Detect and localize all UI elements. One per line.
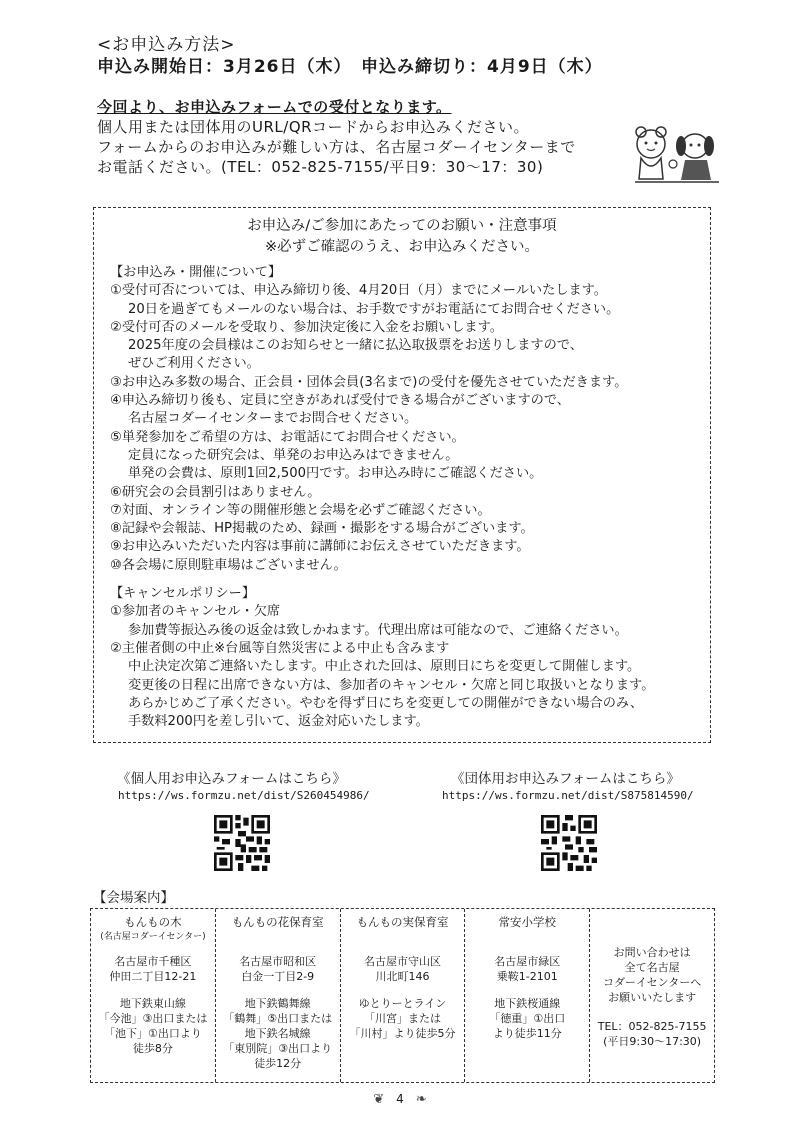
- section-heading-cancel: 【キャンセルポリシー】: [110, 586, 256, 602]
- venue-address-line: 名古屋市守山区: [363, 955, 441, 968]
- leaf-ornament-icon: ❦: [373, 1092, 385, 1107]
- note-10: ⑩各会場に原則駐車場はございません。: [110, 557, 347, 573]
- venue-address-line: 名古屋市千種区: [114, 955, 192, 968]
- mascot-illustration: [633, 124, 721, 186]
- section-heading-application: 【お申込み・開催について】: [110, 265, 282, 280]
- venue-access-line: 徒歩12分: [254, 1057, 302, 1070]
- note-9: ⑨お申込みいただいた内容は事前に講師にお伝えさせていただきます。: [110, 539, 530, 555]
- intro-line-2: 個人用または団体用のURL/QRコードからお申込みください。: [97, 118, 530, 136]
- venue-access: [216, 996, 340, 1071]
- venue-access-line: 「今池」③出口または: [98, 1012, 208, 1025]
- notes-title: [94, 216, 710, 258]
- venue-address-line: 名古屋市昭和区: [239, 955, 317, 968]
- intro-line-3: フォームからのお申込みが難しい方は、名古屋コダーイセンターまで: [97, 138, 576, 156]
- venue-access-line: より徒歩11分: [492, 1027, 562, 1040]
- individual-form-url[interactable]: https://ws.formzu.net/dist/S260454986/: [118, 789, 370, 802]
- contact-line: お願いいたします: [608, 991, 697, 1004]
- venue-monmono-hana: [216, 909, 341, 1082]
- venue-address: [91, 954, 215, 984]
- group-form-label: 《団体用お申込みフォームはこちら》: [451, 771, 680, 787]
- venue-access-line: ゆとりーとライン: [358, 997, 447, 1010]
- contact-hours: (平日9:30～17:30): [603, 1035, 702, 1048]
- venue-access: [341, 996, 465, 1041]
- venue-access-line: 徒歩8分: [132, 1042, 173, 1055]
- note-5-detail-a: 定員になった研究会は、単発のお申込みはできません。: [128, 447, 459, 463]
- venue-joan-school: [465, 909, 590, 1082]
- venue-address-line: 乗鞍1-2101: [496, 970, 558, 983]
- note-1: ①受付可否については、申込み締切り後、4月20日（月）までにメールいたします。: [110, 283, 607, 299]
- cancel-2: ②主催者側の中止※台風等自然災害による中止も含みます: [110, 640, 450, 656]
- venue-subname: (名古屋コダーイセンター): [100, 932, 206, 942]
- intro-line-4: お電話ください。(TEL：052-825-7155/平日9：30～17：30): [97, 158, 544, 176]
- venue-contact: [590, 909, 714, 1082]
- contact-line: コダーイセンターへ: [602, 976, 702, 989]
- individual-form-label: 《個人用お申込みフォームはこちら》: [117, 771, 346, 787]
- cancel-2-detail-d: 手数料200円を差し引いて、返金対応いたします。: [128, 714, 429, 730]
- venue-access-line: 「川村」より徒歩5分: [349, 1027, 456, 1040]
- venue-address-line: 名古屋市緑区: [494, 955, 561, 968]
- cancel-1: ①参加者のキャンセル・欠席: [110, 604, 281, 620]
- method-title: <お申込み方法>: [97, 35, 236, 55]
- venues-table: [90, 908, 715, 1083]
- group-form-url[interactable]: https://ws.formzu.net/dist/S875814590/: [442, 789, 694, 802]
- venue-address: [341, 954, 465, 984]
- notes-box: [93, 207, 711, 743]
- venue-access-line: 「池下」①出口より: [103, 1027, 202, 1040]
- venue-name: もんもの実保育室: [356, 915, 449, 929]
- note-7: ⑦対面、オンライン等の開催形態と会場を必ずご確認ください。: [110, 502, 491, 518]
- cancel-2-detail-c: あらかじめご了承ください。やむを得ず日にちを変更しての開催ができない場合のみ、: [128, 695, 644, 711]
- leaf-ornament-icon: ❧: [415, 1092, 427, 1107]
- note-4: ④申込み締切り後も、定員に空きがあれば受付できる場合がございますので、: [110, 393, 570, 409]
- venue-access-line: 「徳重」①出口: [489, 1012, 566, 1025]
- note-2-detail-b: ぜひご利用ください。: [128, 356, 260, 372]
- cancel-1-detail: 参加費等振込み後の返金は致しかねます。代理出席は可能なので、ご連絡ください。: [128, 622, 628, 638]
- contact-tel: TEL：052-825-7155: [597, 1020, 707, 1033]
- note-4-detail: 名古屋コダーイセンターまでお問合せください。: [128, 411, 418, 427]
- notes-title-line-1: お申込み/ご参加にあたってのお願い・注意事項: [247, 218, 557, 234]
- notes-title-line-2: ※必ずご確認のうえ、お申込みください。: [264, 239, 540, 255]
- venue-monmono-mi: [341, 909, 466, 1082]
- contact-line: お問い合わせは: [613, 946, 691, 959]
- venue-address-line: 白金一丁目2-9: [241, 970, 315, 983]
- note-8: ⑧記録や会報誌、HP掲載のため、録画・撮影をする場合がございます。: [110, 521, 534, 537]
- note-2: ②受付可否のメールを受取り、参加決定後に入金をお願いします。: [110, 319, 503, 335]
- venue-address-line: 川北町146: [375, 970, 430, 983]
- venue-access: [465, 996, 589, 1041]
- venue-name: もんもの花保育室: [231, 915, 324, 929]
- venue-address: [216, 954, 340, 984]
- venue-name: もんもの木: [124, 915, 182, 929]
- cancel-2-detail-a: 中止決定次第ご連絡いたします。中止された回は、原則日にちを変更して開催します。: [128, 659, 641, 675]
- venue-access-line: 「川宮」または: [363, 1012, 441, 1025]
- individual-qr-code[interactable]: [214, 815, 270, 871]
- venue-monmono-ki: [91, 909, 216, 1082]
- venue-access: [91, 996, 215, 1056]
- venue-address-line: 仲田二丁目12-21: [109, 970, 197, 983]
- venue-access-line: 地下鉄鶴舞線: [244, 997, 311, 1010]
- note-1-detail: 20日を過ぎてもメールのない場合は、お手数ですがお電話にてお問合せください。: [128, 301, 620, 317]
- intro-text: [97, 97, 576, 177]
- venue-access-line: 地下鉄名城線: [244, 1027, 311, 1040]
- intro-line-1: 今回より、お申込みフォームでの受付となります。: [97, 98, 452, 116]
- venue-access-line: 「鶴舞」⑤出口または: [223, 1012, 333, 1025]
- note-5: ⑤単発参加をご希望の方は、お電話にてお問合せください。: [110, 429, 465, 445]
- application-dates: 申込み開始日：3月26日（木） 申込み締切り：4月9日（木）: [97, 57, 603, 77]
- notes-body: [110, 264, 654, 731]
- contact-line: 全て名古屋: [624, 961, 680, 974]
- note-2-detail-a: 2025年度の会員様はこのお知らせと一緒に払込取扱票をお送りしますので、: [128, 338, 583, 354]
- venue-access-line: 地下鉄東山線: [119, 997, 186, 1010]
- application-header: [97, 34, 603, 78]
- page-number: 4: [396, 1092, 404, 1106]
- note-3: ③お申込み多数の場合、正会員・団体会員(3名まで)の受付を優先させていただきます。: [110, 374, 628, 390]
- venue-access-line: 地下鉄桜通線: [494, 997, 561, 1010]
- venue-access-line: 「東別院」③出口より: [223, 1042, 333, 1055]
- note-6: ⑥研究会の会員割引はありません。: [110, 484, 321, 500]
- venue-name: 常安小学校: [498, 915, 557, 929]
- group-qr-code[interactable]: [541, 815, 597, 871]
- venue-address: [465, 954, 589, 984]
- venues-title: 【会場案内】: [93, 890, 174, 906]
- note-5-detail-b: 単発の会費は、原則1回2,500円です。お申込み時にご確認ください。: [128, 466, 543, 482]
- page-footer: [0, 1092, 800, 1107]
- cancel-2-detail-b: 変更後の日程に出席できない方は、参加者のキャンセル・欠席と同じ取扱いとなります。: [128, 677, 655, 693]
